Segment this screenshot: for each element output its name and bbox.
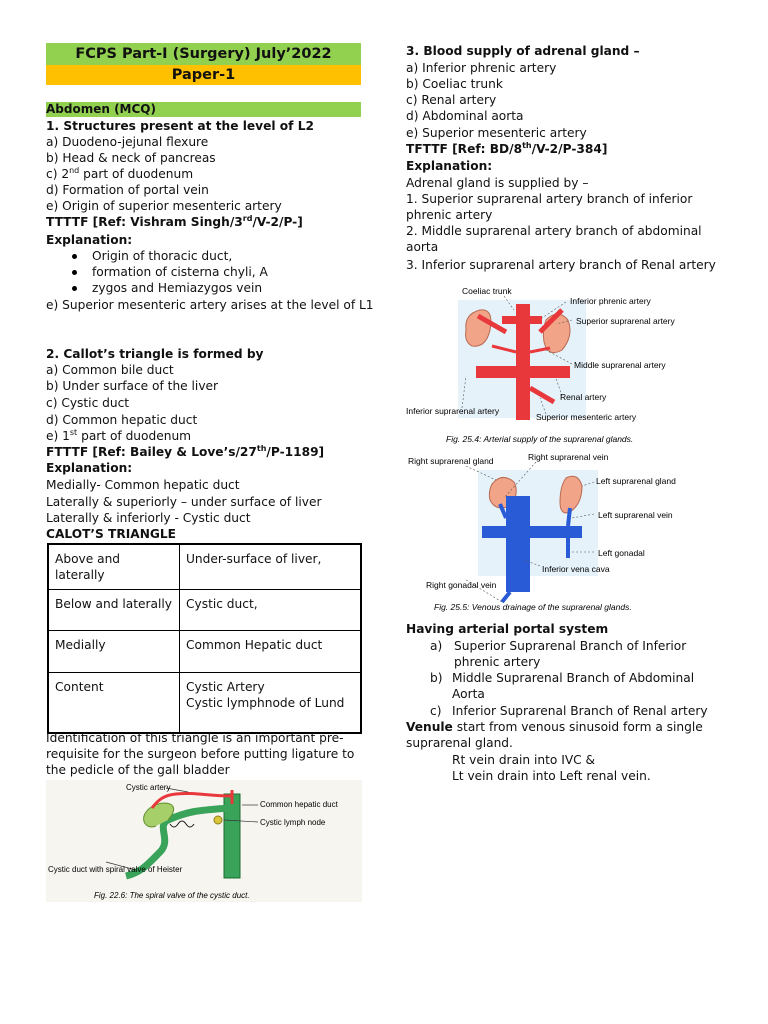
q2-explanation-label: Explanation: bbox=[46, 461, 133, 475]
calot-triangle-table bbox=[47, 543, 362, 734]
q3-option-d: d) Abdominal aorta bbox=[406, 109, 524, 123]
q1-option-b: b) Head & neck of pancreas bbox=[46, 151, 216, 165]
q3-option-b: b) Coeliac trunk bbox=[406, 77, 503, 91]
section-heading: Abdomen (MCQ) bbox=[46, 102, 361, 117]
rt-vein-text: Rt vein drain into IVC & bbox=[452, 753, 596, 767]
cystic-duct-figure bbox=[46, 780, 362, 902]
q2-option-e: e) 1st part of duodenum bbox=[46, 427, 192, 443]
q1-bullet-3: zygos and Hemiazygos vein bbox=[92, 281, 263, 295]
venule-text: Venule start from venous sinusoid form a single suprarenal gland. bbox=[406, 720, 703, 750]
q1-explanation-label: Explanation: bbox=[46, 233, 133, 247]
fig-label: Superior suprarenal artery bbox=[576, 316, 675, 326]
q2-paragraph: Identification of this triangle is an important pre-requisite for the surgeon before putting ligature to the pedicle of the gall bladder bbox=[46, 731, 355, 777]
q3-exp-intro: Adrenal gland is supplied by – bbox=[406, 176, 589, 190]
q1-question: 1. Structures present at the level of L2 bbox=[46, 119, 314, 133]
bullet-dot bbox=[72, 270, 77, 275]
portal-item-b: Middle Suprarenal Branch of Abdominal Aorta bbox=[452, 671, 695, 701]
fig-label: Left suprarenal vein bbox=[598, 510, 673, 520]
fig-label: Inferior suprarenal artery bbox=[406, 406, 500, 416]
portal-marker-b: b) bbox=[430, 671, 443, 685]
table-row bbox=[48, 673, 361, 733]
fig-caption: Fig. 22.6: The spiral valve of the cystic duct. bbox=[94, 891, 250, 900]
fig-label: Left gonadal bbox=[598, 548, 645, 558]
doc-title: FCPS Part-I (Surgery) July’2022 bbox=[46, 43, 361, 65]
table-cell: Under-surface of liver, bbox=[180, 544, 362, 590]
q3-option-a: a) Inferior phrenic artery bbox=[406, 61, 557, 75]
table-cell: Above and laterally bbox=[48, 544, 180, 590]
portal-marker-a: a) bbox=[430, 639, 443, 653]
q3-exp-item-3: 3. Inferior suprarenal artery branch of Renal artery bbox=[406, 258, 716, 272]
q3-answer: TFTTF [Ref: BD/8th/V-2/P-384] bbox=[406, 140, 608, 156]
fig-label: Cystic lymph node bbox=[260, 818, 326, 827]
table-cell: Cystic Artery Cystic lymphnode of Lund bbox=[180, 673, 362, 733]
fig-label: Right suprarenal vein bbox=[528, 452, 609, 462]
portal-marker-c: c) bbox=[430, 704, 442, 718]
q1-bullet-2: formation of cisterna chyli, A bbox=[92, 265, 268, 279]
q1-option-d: d) Formation of portal vein bbox=[46, 183, 209, 197]
bullet-dot bbox=[72, 286, 77, 291]
venous-drainage-figure bbox=[406, 448, 736, 616]
q3-option-c: c) Renal artery bbox=[406, 93, 497, 107]
q2-option-c: c) Cystic duct bbox=[46, 396, 130, 410]
q2-exp-line-1: Medially- Common hepatic duct bbox=[46, 478, 240, 492]
arterial-supply-figure bbox=[406, 280, 736, 446]
fig-label: Inferior vena cava bbox=[542, 564, 610, 574]
fig-label: Right gonadal vein bbox=[426, 580, 497, 590]
fig-label: Common hepatic duct bbox=[260, 800, 338, 809]
fig-label: Right suprarenal gland bbox=[408, 456, 494, 466]
fig-label: Left suprarenal gland bbox=[596, 476, 676, 486]
table-cell: Below and laterally bbox=[48, 590, 180, 631]
q3-option-e: e) Superior mesenteric artery bbox=[406, 126, 587, 140]
table-cell: Content bbox=[48, 673, 180, 733]
q3-question: 3. Blood supply of adrenal gland – bbox=[406, 44, 640, 58]
q1-note: e) Superior mesenteric artery arises at the level of L1 bbox=[46, 298, 374, 312]
table-row bbox=[48, 631, 361, 673]
fig-label: Cystic duct with spiral valve of Heister bbox=[48, 865, 183, 874]
q3-explanation-label: Explanation: bbox=[406, 159, 493, 173]
q3-exp-item-2: 2. Middle suprarenal artery branch of abdominal aorta bbox=[406, 224, 702, 254]
fig-label: Superior mesenteric artery bbox=[536, 412, 637, 422]
table-row bbox=[48, 544, 361, 590]
paper-label: Paper-1 bbox=[46, 65, 361, 85]
fig-caption: Fig. 25.5: Venous drainage of the suprarenal glands. bbox=[434, 602, 632, 612]
q1-option-a: a) Duodeno-jejunal flexure bbox=[46, 135, 209, 149]
fig-label: Coeliac trunk bbox=[462, 286, 512, 296]
portal-item-c: Inferior Suprarenal Branch of Renal artery bbox=[452, 704, 708, 718]
q1-bullet-1: Origin of thoracic duct, bbox=[92, 249, 233, 263]
q2-question: 2. Callot’s triangle is formed by bbox=[46, 347, 264, 361]
q1-option-c: c) 2nd part of duodenum bbox=[46, 165, 194, 181]
fig-label: Middle suprarenal artery bbox=[574, 360, 666, 370]
table-row bbox=[48, 590, 361, 631]
table-cell: Medially bbox=[48, 631, 180, 673]
bullet-dot bbox=[72, 254, 77, 259]
portal-heading: Having arterial portal system bbox=[406, 622, 609, 636]
q2-exp-line-2: Laterally & superiorly – under surface of liver bbox=[46, 495, 322, 509]
fig-caption: Fig. 25.4: Arterial supply of the suprarenal glands. bbox=[446, 434, 634, 444]
portal-item-a: Superior Suprarenal Branch of Inferior phrenic artery bbox=[454, 639, 687, 669]
q3-exp-item-1: 1. Superior suprarenal artery branch of inferior phrenic artery bbox=[406, 192, 693, 222]
q1-option-e: e) Origin of superior mesenteric artery bbox=[46, 199, 282, 213]
q2-exp-line-3: Laterally & inferiorly - Cystic duct bbox=[46, 511, 251, 525]
table-title: CALOT’S TRIANGLE bbox=[46, 527, 176, 541]
q2-option-b: b) Under surface of the liver bbox=[46, 379, 219, 393]
table-cell: Common Hepatic duct bbox=[180, 631, 362, 673]
table-cell: Cystic duct, bbox=[180, 590, 362, 631]
q2-answer: FTTTF [Ref: Bailey & Love’s/27th/P-1189] bbox=[46, 443, 325, 459]
fig-label: Inferior phrenic artery bbox=[570, 296, 651, 306]
q2-option-d: d) Common hepatic duct bbox=[46, 413, 198, 427]
q2-option-a: a) Common bile duct bbox=[46, 363, 174, 377]
lt-vein-text: Lt vein drain into Left renal vein. bbox=[452, 769, 651, 783]
q1-answer: TTTTF [Ref: Vishram Singh/3rd/V-2/P-] bbox=[46, 213, 303, 229]
fig-label: Renal artery bbox=[560, 392, 607, 402]
fig-label: Cystic artery bbox=[126, 783, 171, 792]
